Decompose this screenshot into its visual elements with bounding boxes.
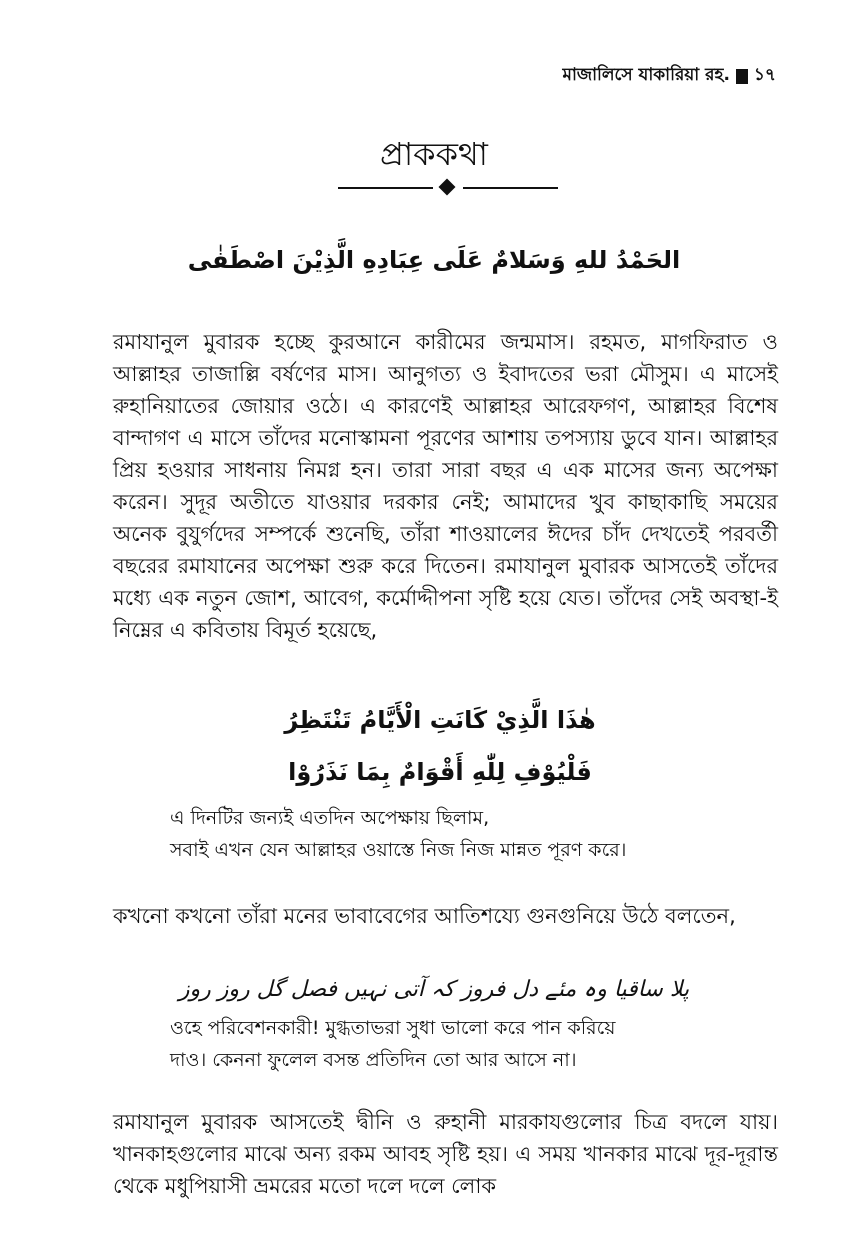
couplet-translation-line-2: সবাই এখন যেন আল্লাহর ওয়াস্তে নিজ নিজ মান্নত পূরণ করে। (170, 839, 627, 861)
paragraph-1: রমাযানুল মুবারক হচ্ছে কুরআনে কারীমের জন্মমাস। রহমত, মাগফিরাত ও আল্লাহর তাজাল্লি বর্ষণের মাস। আনুগত্য ও ইবাদতের ভরা মৌসুম। এ মাসেই রুহানিয়াতের জোয়ার ওঠে। এ কারণেই আল্লাহর আরেফগণ, আল্লাহর বিশেষ বান্দাগণ এ মাসে তাঁদের মনোস্কামনা পূরণের আশায় তপস্যায় ডুবে যান। আল্লাহর প্রিয় হওয়ার সাধনায় নিমগ্ন হন। তারা সারা বছর এ এক মাসের জন্য অপেক্ষা করেন। সুদূর অতীতে যাওয়ার দরকার নেই; আমাদের খুব কাছাকাছি সময়ের অনেক বুযুর্গদের সম্পর্কে শুনেছি, তাঁরা শাওয়ালের ঈদের চাঁদ দেখতেই পরবর্তী বছরের রমাযানের অপেক্ষা শুরু করে দিতেন। রমাযানুল মুবারক আসতেই তাঁদের মধ্যে এক নতুন জোশ, আবেগ, কর্মোদ্দীপনা সৃষ্টি হয়ে যেত। তাঁদের সেই অবস্থা-ই নিম্নের এ কবিতায় বিমূর্ত হয়েছে, (113, 330, 778, 642)
title-divider (338, 178, 558, 198)
paragraph-2: কখনো কখনো তাঁরা মনের ভাবাবেগের আতিশয্যে গুনগুনিয়ে উঠে বলতেন, (113, 904, 736, 928)
diamond-ornament-icon (439, 179, 456, 196)
couplet-translation (170, 802, 770, 866)
running-header (563, 62, 776, 90)
divider-line-right (463, 187, 558, 189)
header-page-number: ১৭ (753, 65, 776, 85)
urdu-couplet: پلا ساقیا وہ مئے دل فروز کہ آتی نہیں فصل گل روز روز (178, 977, 690, 1002)
header-book-title: মাজালিসে যাকারিয়া রহ. (562, 65, 730, 85)
arabic-couplet-line-1: هٰذَا الَّذِيْ كَانَتِ الْأَيَّامُ تَنْتَظِرُ (284, 706, 596, 734)
urdu-translation (170, 1012, 770, 1076)
chapter-title: প্রাককথা (380, 135, 488, 173)
paragraph-3: রমাযানুল মুবারক আসতেই দ্বীনি ও রুহানী মারকাযগুলোর চিত্র বদলে যায়। খানকাহগুলোর মাঝে অন্য রকম আবহ সৃষ্টি হয়। এ সময় খানকার মাঝে দূর-দূরান্ত থেকে মধুপিয়াসী ভ্রমরের মতো দলে দলে লোক (113, 1110, 778, 1198)
divider-line-left (338, 187, 433, 189)
urdu-translation-line-1: ওহে পরিবেশনকারী! মুগ্ধতাভরা সুধা ভালো করে পান করিয়ে (170, 1017, 616, 1039)
urdu-translation-line-2: দাও। কেননা ফুলেল বসন্ত প্রতিদিন তো আর আসে না। (170, 1049, 577, 1071)
header-square-icon (736, 69, 748, 84)
opening-arabic-invocation: الحَمْدُ للهِ وَسَلامٌ عَلَى عِبَادِهِ الَّذِيْنَ اصْطَفٰى (187, 246, 681, 274)
couplet-translation-line-1: এ দিনটির জন্যই এতদিন অপেক্ষায় ছিলাম, (170, 807, 490, 829)
arabic-couplet-line-2: فَلْيُوْفِ لِلّٰهِ أَقْوَامٌ بِمَا نَذَرُوْا (288, 758, 592, 786)
